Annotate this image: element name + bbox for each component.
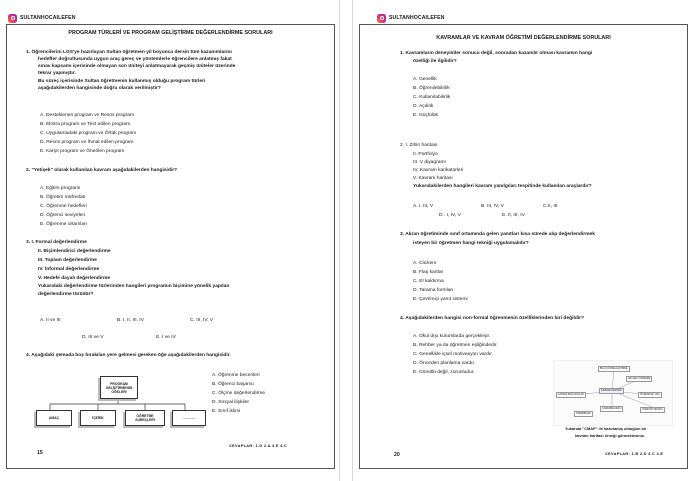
question-2-stem: 2. "Yetişek" olarak kullanılan kavram aşağıdakilerden hangisidir? [26,168,178,173]
option: B. Öğrenilebilirlik [413,86,450,91]
option: C. El kaldırma [413,279,444,284]
diagram-box-empty: ............ [172,410,206,426]
question-3-line: Yukarıdaki değerlendirme türlerinden hangileri programın biçimine yönelik yapılan [38,284,230,289]
answer-key: CEVAPLAR: 1.D 2.A 3.E 4.C [229,443,288,448]
question-2-line: II. Portfolyo [413,152,438,157]
page-number: 15 [37,450,43,456]
option: A. Okul dışı kurumlarda gerçekleşir. [413,334,491,339]
brand-name: SULTANHOCAILEFEN [20,15,76,21]
option: C.II, III [543,204,558,209]
instagram-icon [377,14,386,23]
question-1-line: tekrar yapmıştır. [38,71,76,76]
diagram-connectors [0,0,340,481]
question-4-stem: 4. Aşağıdakilerden hangisi non-formal öğrenmenin özelliklerinden biri değildir? [400,316,585,321]
page-gutter [340,0,352,481]
option: C. Genellikle içsel motivasyon vardır. [413,352,493,357]
option: B. Ekstra program ve Test edilen program [40,122,131,127]
left-page [0,0,340,481]
option: D. III ve V [82,335,104,340]
option: E. Sınıf iklimi [212,409,241,414]
option: A. Clickers [413,261,437,266]
option: A. Öğrenme becerileri [212,373,260,378]
option: E. Güçlülük [413,113,439,118]
option: A. II ve III [40,318,61,323]
brand-header [377,13,445,23]
option: A. Genellik [413,77,437,82]
option: D. Resmi program ve İhmal edilen program [40,140,134,145]
option: D . I, IV, V [439,213,461,218]
right-page [352,0,692,481]
option: C. Öğrenme hedefleri [40,204,87,209]
option: B. Rehber ya da öğretmen eşliğindedir. [413,343,498,348]
answer-key: CEVAPLAR: 1.B 2.D 3.C 4.E [605,451,664,456]
brand-name: SULTANHOCAILEFEN [389,15,445,21]
map-caption: kavram haritası örneği görmektesiniz. [575,433,645,438]
map-node: ÖĞRENME ARACI [600,406,623,412]
option: C. III, IV, V [190,318,214,323]
option: D. Açıklık [413,104,434,109]
question-3-line: değerlendirme türüdür? [38,292,94,297]
option: E. Karşıt program ve Önerilen program [40,149,125,154]
question-1-line: özelliği ile ilgilidir? [413,59,457,64]
question-3-line: 3. I. Formal değerlendirme [26,240,87,245]
question-3-line: 3. Akran öğretiminde sınıf ortamında gelen yanıtları kısa sürede alıp değerlendirmek [400,232,595,237]
page-title: PROGRAM TÜRLERİ VE PROGRAM GELİŞTİRME DEĞERLENDİRME SORULARI [68,30,273,36]
option: C. Ölçme değerlendirme [212,391,266,396]
question-3-line: II. Biçimlendirici değerlendirme [38,249,111,254]
option: A. Desteklenen program ve Resmi program [40,113,135,118]
question-2-line: Yukarıdakilerden hangileri kavram yanılgıları tespitinde kullanılan araçlardır? [413,184,592,189]
diagram-box-amac: AMAÇ [36,410,72,426]
question-1-line: sınav kapsamı içerisinde olmayan son üniteyi anlatmayarak geçmiş üniteler üzerinde [38,64,236,69]
option: E. Öğrenme ortamları [40,222,88,227]
map-node: ÖNERMELER [574,411,593,417]
question-2-line: III. V diyagramı [413,160,446,165]
question-4-stem: 4. Aşağıdaki şemada boş bırakılan yere gelmesi gereken öğe aşağıdakilerden hangisidir. [26,353,231,358]
question-1-line: Bu süreç içerisinde Sultan öğretmenin kullanmış olduğu program türleri [38,79,206,84]
question-2-line: V. Kavram haritası [413,176,453,181]
option: E. Çevrimiçi yanıt sistemi [413,297,468,302]
question-2-line: IV. Kavram karikatürleri [413,168,464,173]
option: B. Flaş kartlar [413,270,444,275]
page-title: KAVRAMLAR VE KAVRAM ÖĞRETİMİ DEĞERLENDİRME SORULARI [436,35,611,41]
option: C. Uygulamadaki program ve Örtük program [40,131,137,136]
option: A. Eğitim programı [40,186,81,191]
map-caption: Yukarıda "CMAP" ile hazırlamış olduğum bir [565,426,647,431]
option: A. I, III, V [413,204,434,209]
option: B. III, IV, V [481,204,504,209]
option: D. Önceden planlama vardır. [413,361,476,366]
option: B. I, II, III, IV [117,318,144,323]
option: D. Tarama formları [413,288,454,293]
question-3-line: V. Hedefe dayalı değerlendirme [38,276,111,281]
question-1-line: hedefler doğrultusunda uygun araç gereç ve yöntemlerle öğrencilere anlatmış fakat [38,57,232,62]
option: D. Sosyal ilişkiler [212,400,249,405]
question-3-line: III. Toplam değerlendirme [38,258,97,263]
option: E. I ve IV [156,335,176,340]
option: E. II, III, IV [502,213,525,218]
page-number: 20 [394,452,400,458]
map-node-center: KAVRAM HARİTASI [599,388,624,394]
diagram-box-ogretme: ÖĞRETME SÜREÇLERİ [125,410,165,426]
option: B. Öğrenci başarısı [212,382,254,387]
option: C. Kullanılabilirlik [413,95,451,100]
diagram-top-box: PROGRAM GELİŞTİRMENİN ÖĞELERİ [100,376,138,399]
concept-map-image [553,360,673,426]
map-node: ÇAPRAZ BAĞLANTILAR [556,392,586,398]
diagram-box-icerik: İÇERİK [80,410,116,426]
map-node: ÖĞRETİM TEKNİĞİ [640,407,665,413]
question-1-line: 1. Öğrencilerini LGS'ye hazırlayan Sultan öğretmen yıl boyunca dersin tüm kazanımlarını [26,50,232,55]
option: D. Öğrenci seviyeleri [40,213,86,218]
question-3-line: isteyen bir öğretmen hangi tekniği uygulamalıdır? [413,241,529,246]
map-node: HİYERARŞİK YAPI [638,392,662,398]
map-node: ANLAMLI ÖĞRENME [626,376,652,382]
question-1-line: aşağıdakilerden hangisinde doğru olarak verilmiştir? [38,86,161,91]
option: E. Gönüllü değil, zorunludur. [413,370,475,375]
question-2-line: 2. I. Zihin haritası [400,143,438,148]
map-node: BİLGİ GÖRSELLEŞTİRME [598,366,630,372]
question-3-line: IV. İnformal değerlendirme [38,267,100,272]
option: B. Öğretim müfredatı [40,195,86,200]
question-1-line: 1. Kavramların deneyimler sonucu değil, sonradan kazanılır olması kavramın hangi [400,51,593,56]
